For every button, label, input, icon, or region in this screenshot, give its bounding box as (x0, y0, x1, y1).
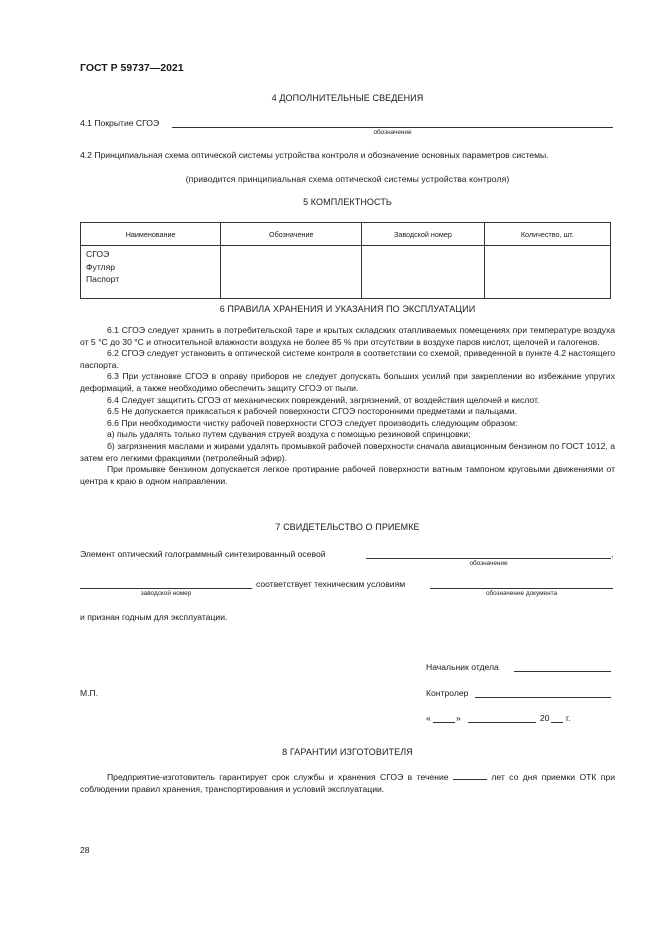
rule-6-6-b: б) загрязнения маслами и жирами удалять промывкой рабочей поверхности сначала авиационным бензином по ГОСТ 1012, а затем его легкими фракциями (петролейный эфир). (80, 440, 615, 463)
quantity-cell[interactable] (484, 246, 610, 299)
column-header-serial: Заводской номер (362, 223, 484, 246)
rule-6-4: 6.4 Следует защитить СГОЭ от механических повреждений, загрязнений, от воздействия щелочей и кислот. (107, 394, 540, 405)
document-code: ГОСТ Р 59737—2021 (80, 62, 184, 74)
section-4-title: 4 ДОПОЛНИТЕЛЬНЫЕ СВЕДЕНИЯ (271, 93, 424, 103)
item-name-sgoe: СГОЭ (86, 249, 110, 259)
serial-cell[interactable] (362, 246, 484, 299)
rule-6-1: 6.1 СГОЭ следует хранить в потребительской таре и крытых складских отапливаемых помещениях при температуре воздуха от 5 °C до 30 °C и относительной влажности воздуха не более 85 % при отсутствии в воздухе паров кислот, щелочей и галогенов. (80, 325, 615, 347)
accepted-text: и признан годным для эксплуатации. (80, 612, 228, 622)
column-header-designation: Обозначение (221, 223, 362, 246)
item-name-passport: Паспорт (86, 274, 120, 284)
coating-designation-hint: обозначение (373, 129, 412, 136)
item-names-cell (81, 246, 221, 299)
table-row (81, 246, 611, 299)
section-6-title: 6 ПРАВИЛА ХРАНЕНИЯ И УКАЗАНИЯ ПО ЭКСПЛУАТАЦИИ (219, 304, 476, 314)
controller-signature-field[interactable] (475, 697, 611, 698)
serial-number-hint: заводской номер (140, 590, 192, 597)
date-year-prefix: 20 (540, 713, 550, 723)
item-name-case: Футляр (86, 261, 116, 272)
date-year-field[interactable] (551, 722, 563, 723)
warranty-text-part2: лет со дня приемки ОТК при соблюдении правил хранения, транспортирования и условий эксплуатации. (80, 772, 616, 794)
scheme-text: 4.2 Принципиальная схема оптической системы устройства контроля и обозначение основных параметров системы. (80, 150, 549, 160)
table-header-row (81, 223, 611, 246)
element-designation-field[interactable] (366, 558, 611, 559)
scheme-note: (приводится принципиальная схема оптической системы устройства контроля) (185, 174, 510, 184)
section-7-title: 7 СВИДЕТЕЛЬСТВО О ПРИЕМКЕ (275, 522, 420, 532)
page-number: 28 (80, 845, 90, 855)
element-designation-hint: обозначение (469, 560, 508, 567)
warranty-text-part1: Предприятие-изготовитель гарантирует срок службы и хранения СГОЭ в течение (107, 772, 449, 782)
element-comma: , (611, 549, 614, 559)
section-5-title: 5 КОМПЛЕКТНОСТЬ (303, 197, 392, 207)
coating-field[interactable] (172, 127, 613, 128)
date-year-suffix: г. (566, 713, 571, 723)
section-8-title: 8 ГАРАНТИИ ИЗГОТОВИТЕЛЯ (282, 747, 413, 757)
spec-document-field[interactable] (430, 588, 613, 589)
storage-rules (80, 325, 615, 487)
date-month-field[interactable] (468, 722, 536, 723)
rule-washing-note: При промывке бензином допускается легкое протирание рабочей поверхности ватным тампоном круговыми движениями от центра к краю в одном направлении. (80, 464, 615, 486)
controller-label: Контролер (426, 688, 469, 698)
element-label: Элемент оптический голограммный синтезированный осевой (80, 549, 326, 559)
head-of-department-label: Начальник отдела (426, 662, 499, 672)
serial-number-field[interactable] (80, 588, 252, 589)
rule-6-2: 6.2 СГОЭ следует установить в оптической системе контроля в соответствии со схемой, приведенной в пункте 4.2 настоящего паспорта. (80, 348, 615, 370)
column-header-quantity: Количество, шт. (484, 223, 610, 246)
rule-6-6: 6.6 При необходимости чистку рабочей поверхности СГОЭ следует производить следующим образом: (107, 417, 518, 428)
date-day-field[interactable] (433, 722, 455, 723)
warranty-text (80, 771, 615, 795)
warranty-paragraph (80, 771, 615, 795)
rule-6-5: 6.5 Не допускается прикасаться к рабочей поверхности СГОЭ посторонними предметами и пальцами. (107, 406, 517, 417)
warranty-years-field[interactable] (453, 771, 487, 780)
designation-cell[interactable] (221, 246, 362, 299)
head-of-department-signature-field[interactable] (514, 671, 611, 672)
column-header-name: Наименование (81, 223, 221, 246)
conforms-label: соответствует техническим условиям (256, 579, 406, 589)
date-open-quote: « (426, 713, 431, 723)
rule-6-3: 6.3 При установке СГОЭ в оправу приборов не следует допускать больших усилий при закреплении во избежание упругих деформаций, а также необходимо обеспечить защиту СГОЭ от пыли. (80, 371, 615, 393)
completeness-table (80, 222, 611, 299)
seal-place-label: М.П. (80, 688, 99, 698)
date-close-quote: » (456, 713, 461, 723)
coating-label: 4.1 Покрытие СГОЭ (80, 118, 160, 128)
doc-designation-hint: обозначение документа (485, 590, 558, 597)
rule-6-6-a: а) пыль удалять только путем сдувания струей воздуха с помощью резиновой спринцовки; (107, 429, 471, 440)
